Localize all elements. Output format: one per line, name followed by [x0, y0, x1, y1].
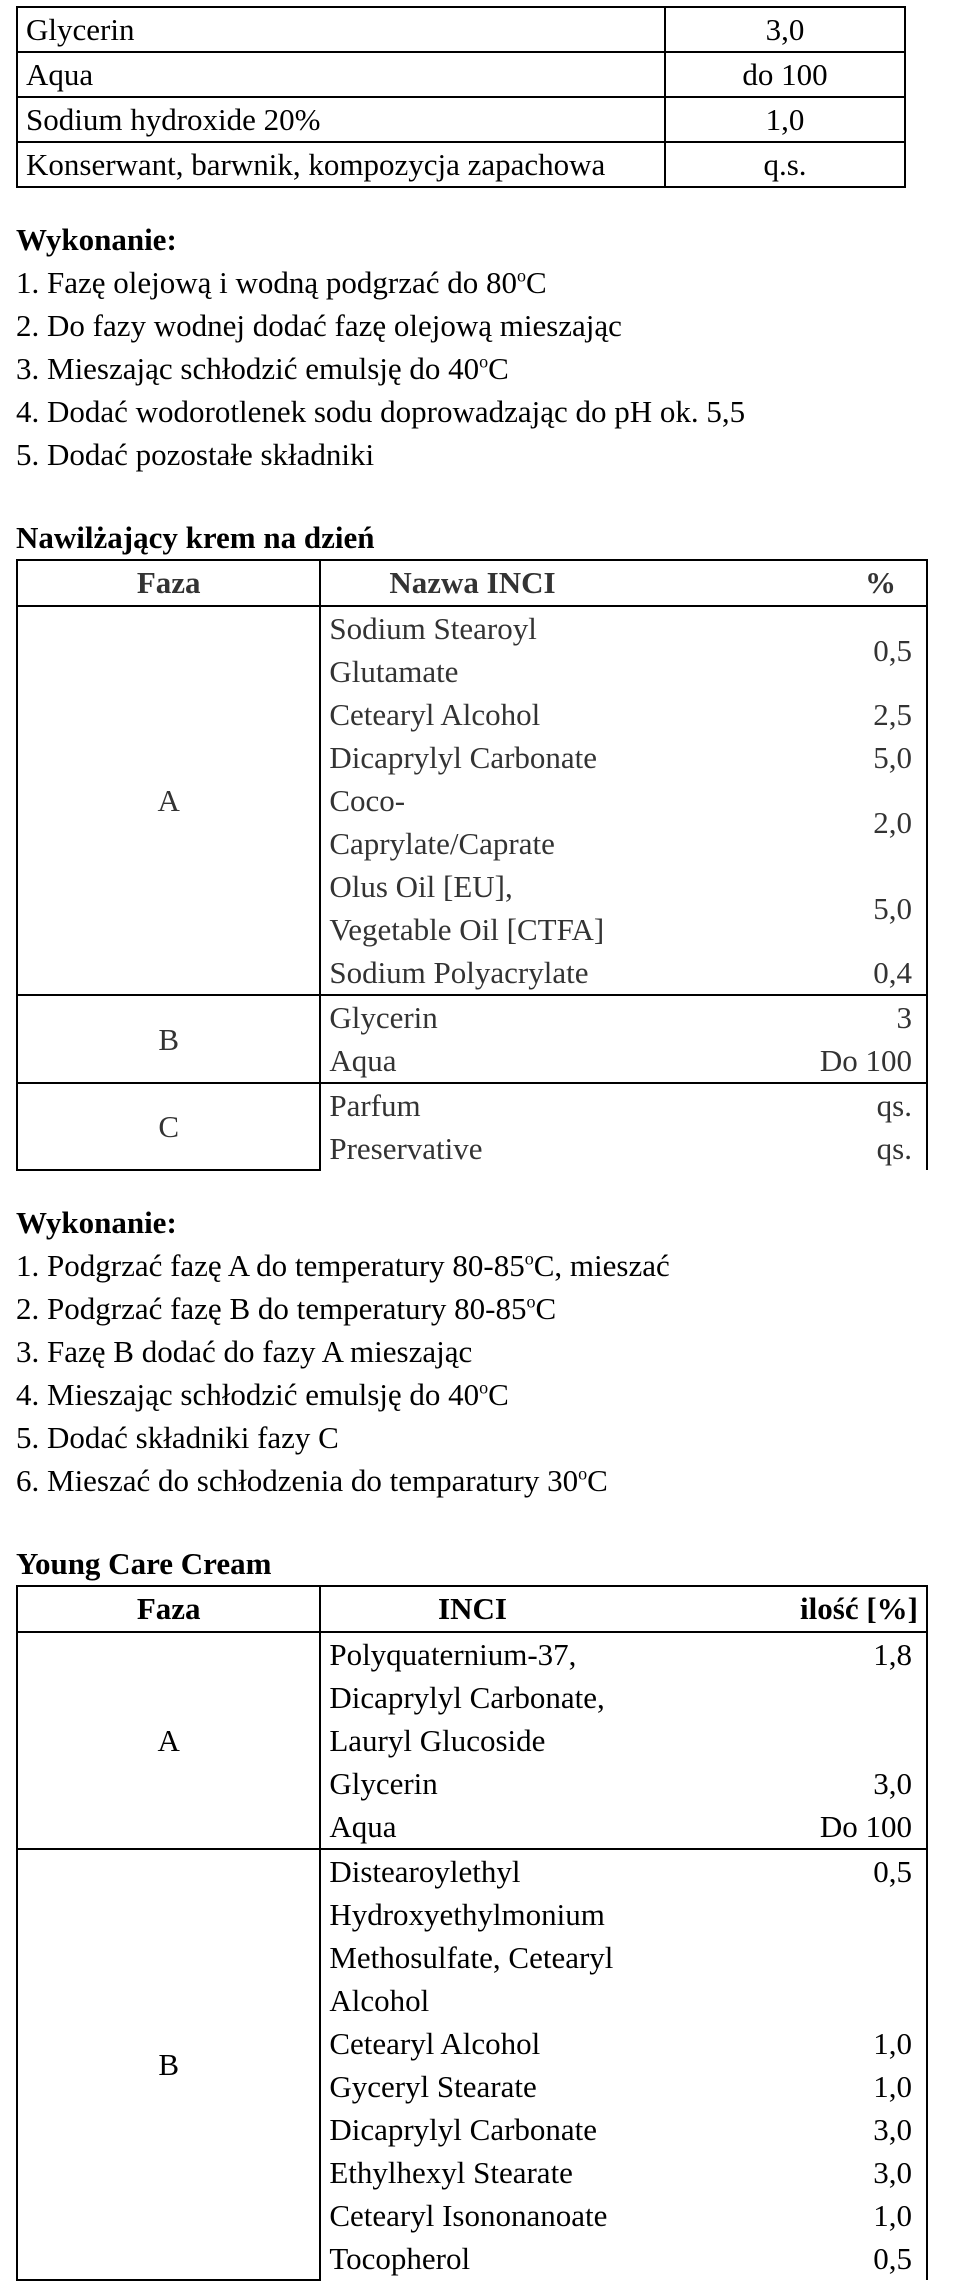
- step-unit: C: [526, 265, 547, 300]
- degree-mark: o: [526, 1291, 536, 1312]
- method-step: [16, 390, 946, 433]
- method-heading-2: Wykonanie:: [16, 1205, 177, 1240]
- method-step: [16, 433, 946, 476]
- percent-value: 1,8: [624, 1632, 927, 1762]
- col-header-pct: %: [624, 560, 927, 606]
- method-steps-2: [16, 1244, 946, 1502]
- percent-value: 3,0: [624, 2108, 927, 2151]
- inci-name: Dicaprylyl Carbonate: [320, 736, 623, 779]
- step-text: 4. Mieszając schłodzić emulsję do 40: [16, 1377, 480, 1412]
- phase-label: C: [17, 1083, 320, 1170]
- inci-name: Ethylhexyl Stearate: [320, 2151, 623, 2194]
- inci-name: Distearoylethyl Hydroxyethylmonium Methosulfate, Cetearyl Alcohol: [320, 1849, 623, 2022]
- step-text: 2. Podgrzać fazę B do temperatury 80-85: [16, 1291, 527, 1326]
- phase-label: A: [17, 1632, 320, 1849]
- percent-value: 3: [624, 995, 927, 1039]
- recipe-title-moisturizing-cream: Nawilżający krem na dzień: [16, 520, 375, 555]
- percent-value: 0,4: [624, 951, 927, 995]
- inci-name: Preservative: [320, 1127, 623, 1170]
- step-text: 1. Fazę olejową i wodną podgrzać do 80: [16, 265, 518, 300]
- method-step: [16, 347, 946, 390]
- degree-mark: o: [517, 265, 527, 286]
- recipe-table-young-care-cream: [16, 1585, 928, 2281]
- col-header-faza: Faza: [17, 560, 320, 606]
- table-row: [17, 52, 905, 97]
- col-header-inci: Nazwa INCI: [320, 560, 623, 606]
- inci-name: Coco-Caprylate/Caprate: [320, 779, 623, 865]
- inci-name: Sodium Stearoyl Glutamate: [320, 606, 623, 693]
- percent-value: 0,5: [624, 1849, 927, 2022]
- method-step: [16, 304, 946, 347]
- inci-name: Glycerin: [320, 995, 623, 1039]
- table-row: [17, 142, 905, 187]
- step-text: 5. Dodać składniki fazy C: [16, 1420, 339, 1455]
- inci-name: Dicaprylyl Carbonate: [320, 2108, 623, 2151]
- percent-value: 1,0: [624, 2022, 927, 2065]
- ingredient-name: Sodium hydroxide 20%: [17, 97, 665, 142]
- ingredient-amount: 3,0: [665, 7, 905, 52]
- inci-name: Parfum: [320, 1083, 623, 1127]
- ingredient-amount: q.s.: [665, 142, 905, 187]
- percent-value: 0,5: [624, 2237, 927, 2280]
- inci-name: Aqua: [320, 1805, 623, 1849]
- method-step: [16, 1416, 946, 1459]
- table-row: [17, 1632, 927, 1762]
- col-header-pct: ilość [%]: [624, 1586, 927, 1632]
- method-step: [16, 1459, 946, 1502]
- percent-value: 1,0: [624, 2194, 927, 2237]
- inci-name: Polyquaternium-37, Dicaprylyl Carbonate, Lauryl Glucoside: [320, 1632, 623, 1762]
- ingredient-amount: 1,0: [665, 97, 905, 142]
- percent-value: qs.: [624, 1083, 927, 1127]
- percent-value: 0,5: [624, 606, 927, 693]
- step-text: 6. Mieszać do schłodzenia do temparatury 30: [16, 1463, 579, 1498]
- recipe-title-young-care-cream: Young Care Cream: [16, 1546, 272, 1581]
- step-text: 1. Podgrzać fazę A do temperatury 80-85: [16, 1248, 525, 1283]
- inci-name: Tocopherol: [320, 2237, 623, 2280]
- table-row: [17, 7, 905, 52]
- method-step: [16, 1287, 946, 1330]
- step-unit: C: [488, 1377, 509, 1412]
- ingredient-amount: do 100: [665, 52, 905, 97]
- ingredient-name: Konserwant, barwnik, kompozycja zapachowa: [17, 142, 665, 187]
- degree-mark: o: [479, 1377, 489, 1398]
- method-step: [16, 1244, 946, 1287]
- step-unit: C: [535, 1291, 557, 1326]
- ingredient-name: Glycerin: [17, 7, 665, 52]
- phase-label: A: [17, 606, 320, 995]
- inci-name: Aqua: [320, 1039, 623, 1083]
- inci-name: Olus Oil [EU], Vegetable Oil [CTFA]: [320, 865, 623, 951]
- table-row: [17, 995, 927, 1039]
- ingredients-table-top: [16, 6, 906, 188]
- step-text: 4. Dodać wodorotlenek sodu doprowadzając do pH ok. 5,5: [16, 394, 746, 429]
- inci-name: Cetearyl Alcohol: [320, 2022, 623, 2065]
- method-steps-1: [16, 261, 946, 476]
- step-text: 3. Fazę B dodać do fazy A mieszając: [16, 1334, 473, 1369]
- col-header-faza: Faza: [17, 1586, 320, 1632]
- method-heading-1: Wykonanie:: [16, 222, 177, 257]
- percent-value: 5,0: [624, 736, 927, 779]
- percent-value: qs.: [624, 1127, 927, 1170]
- recipe-table-moisturizing-cream: [16, 559, 928, 1171]
- inci-name: Glycerin: [320, 1762, 623, 1805]
- inci-name: Sodium Polyacrylate: [320, 951, 623, 995]
- degree-mark: o: [578, 1463, 588, 1484]
- phase-label: B: [17, 1849, 320, 2280]
- percent-value: Do 100: [624, 1805, 927, 1849]
- step-unit: C: [587, 1463, 608, 1498]
- ingredient-name: Aqua: [17, 52, 665, 97]
- table-row: [17, 1083, 927, 1127]
- percent-value: 1,0: [624, 2065, 927, 2108]
- percent-value: 3,0: [624, 1762, 927, 1805]
- table-row: [17, 606, 927, 693]
- step-text: 3. Mieszając schłodzić emulsję do 40: [16, 351, 480, 386]
- inci-name: Cetearyl Alcohol: [320, 693, 623, 736]
- percent-value: 3,0: [624, 2151, 927, 2194]
- method-step: [16, 1373, 946, 1416]
- degree-mark: o: [524, 1248, 534, 1269]
- method-step: [16, 261, 946, 304]
- percent-value: 2,5: [624, 693, 927, 736]
- document-page: [16, 0, 946, 2281]
- table-row: [17, 97, 905, 142]
- phase-label: B: [17, 995, 320, 1083]
- step-unit: C: [488, 351, 509, 386]
- inci-name: Gyceryl Stearate: [320, 2065, 623, 2108]
- method-step: [16, 1330, 946, 1373]
- percent-value: 5,0: [624, 865, 927, 951]
- percent-value: 2,0: [624, 779, 927, 865]
- inci-name: Cetearyl Isononanoate: [320, 2194, 623, 2237]
- step-unit: C, mieszać: [533, 1248, 670, 1283]
- degree-mark: o: [479, 351, 489, 372]
- percent-value: Do 100: [624, 1039, 927, 1083]
- step-text: 5. Dodać pozostałe składniki: [16, 437, 375, 472]
- col-header-inci: INCI: [320, 1586, 623, 1632]
- table-row: [17, 1849, 927, 2022]
- step-text: 2. Do fazy wodnej dodać fazę olejową mieszając: [16, 308, 622, 343]
